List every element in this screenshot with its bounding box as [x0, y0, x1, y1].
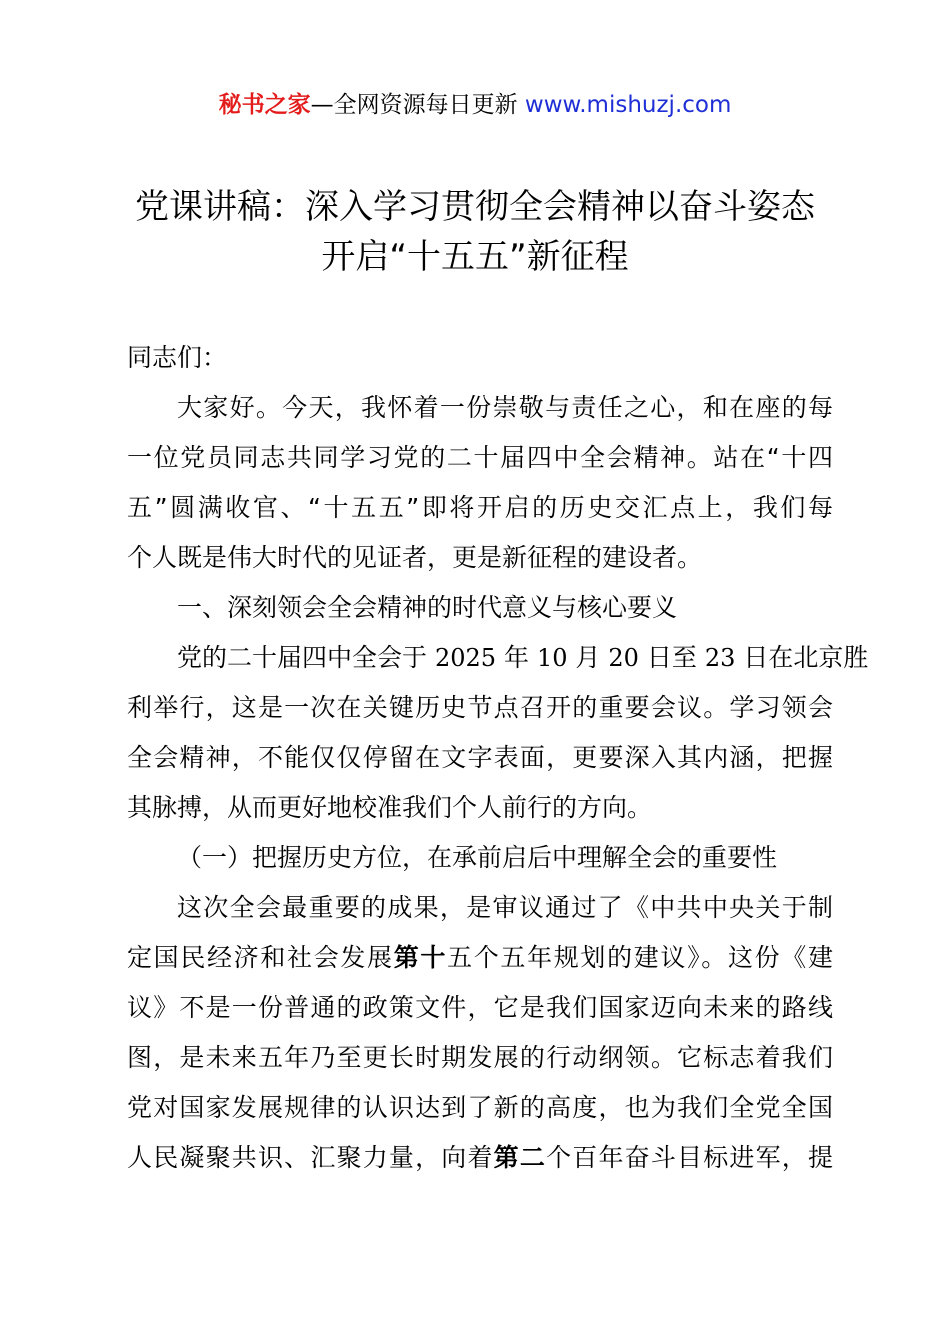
text-segment: 人民凝聚共识、汇聚力量，向着 [127, 1143, 494, 1172]
section-heading-1: 一、深刻领会全会精神的时代意义与核心要义 [177, 593, 678, 622]
title-line-2: 开启“十五五”新征程 [321, 237, 629, 277]
text-line [127, 633, 869, 683]
text-segment: 定国民经济和社会发展 [127, 943, 394, 972]
year-number: 2025 [434, 644, 497, 672]
document-body [127, 333, 869, 1183]
text-line: 五”圆满收官、“十五五”即将开启的历史交汇点上，我们每 [127, 493, 833, 522]
title-line-1: 党课讲稿：深入学习贯彻全会精神以奋斗姿态 [135, 187, 815, 227]
text-segment: 党的二十届四中全会于 [177, 643, 435, 672]
site-header [0, 88, 950, 122]
text-segment: 五个五年规划的建议》。这份《建 [447, 943, 833, 972]
text-line: 利举行，这是一次在关键历史节点召开的重要会议。学习领会 [127, 693, 833, 722]
text-line: 图，是未来五年乃至更长时期发展的行动纲领。它标志着我们 [127, 1043, 833, 1072]
text-segment: 年 [496, 643, 537, 672]
text-line: 大家好。今天，我怀着一份崇敬与责任之心，和在座的每 [177, 393, 833, 422]
paragraph-intro [127, 383, 833, 583]
bold-text: 第二 [493, 1143, 547, 1172]
text-line [127, 933, 833, 983]
day-number: 23 [704, 644, 736, 672]
text-line: 这次全会最重要的成果，是审议通过了《中共中央关于制 [177, 893, 833, 922]
site-url-link[interactable]: www.mishuzj.com [524, 92, 732, 118]
bold-text: 第十 [393, 943, 448, 972]
text-line [127, 1133, 833, 1183]
text-line: 一位党员同志共同学习党的二十届四中全会精神。站在“十四 [127, 443, 833, 472]
text-segment: 个百年奋斗目标进军，提 [546, 1143, 833, 1172]
paragraph-plenum [127, 633, 869, 833]
month-number: 10 [536, 644, 568, 672]
subsection-heading-1: （一）把握历史方位，在承前启后中理解全会的重要性 [177, 843, 778, 872]
text-line: 其脉搏，从而更好地校准我们个人前行的方向。 [127, 793, 653, 822]
header-tagline: —全网资源每日更新 [310, 92, 525, 118]
text-segment: 月 [567, 643, 609, 672]
salutation: 同志们： [127, 343, 228, 372]
text-line: 个人既是伟大时代的见证者，更是新征程的建设者。 [127, 543, 703, 572]
paragraph-proposal [127, 883, 833, 1183]
day-number: 20 [608, 644, 639, 672]
text-line: 议》不是一份普通的政策文件，它是我们国家迈向未来的路线 [127, 993, 833, 1022]
text-segment: 日在北京胜 [735, 643, 869, 672]
text-segment: 日至 [638, 643, 705, 672]
text-line: 全会精神，不能仅仅停留在文字表面，更要深入其内涵，把握 [127, 743, 833, 772]
document-title [100, 182, 850, 282]
brand-name: 秘书之家 [218, 92, 311, 118]
text-line: 党对国家发展规律的认识达到了新的高度，也为我们全党全国 [127, 1093, 833, 1122]
